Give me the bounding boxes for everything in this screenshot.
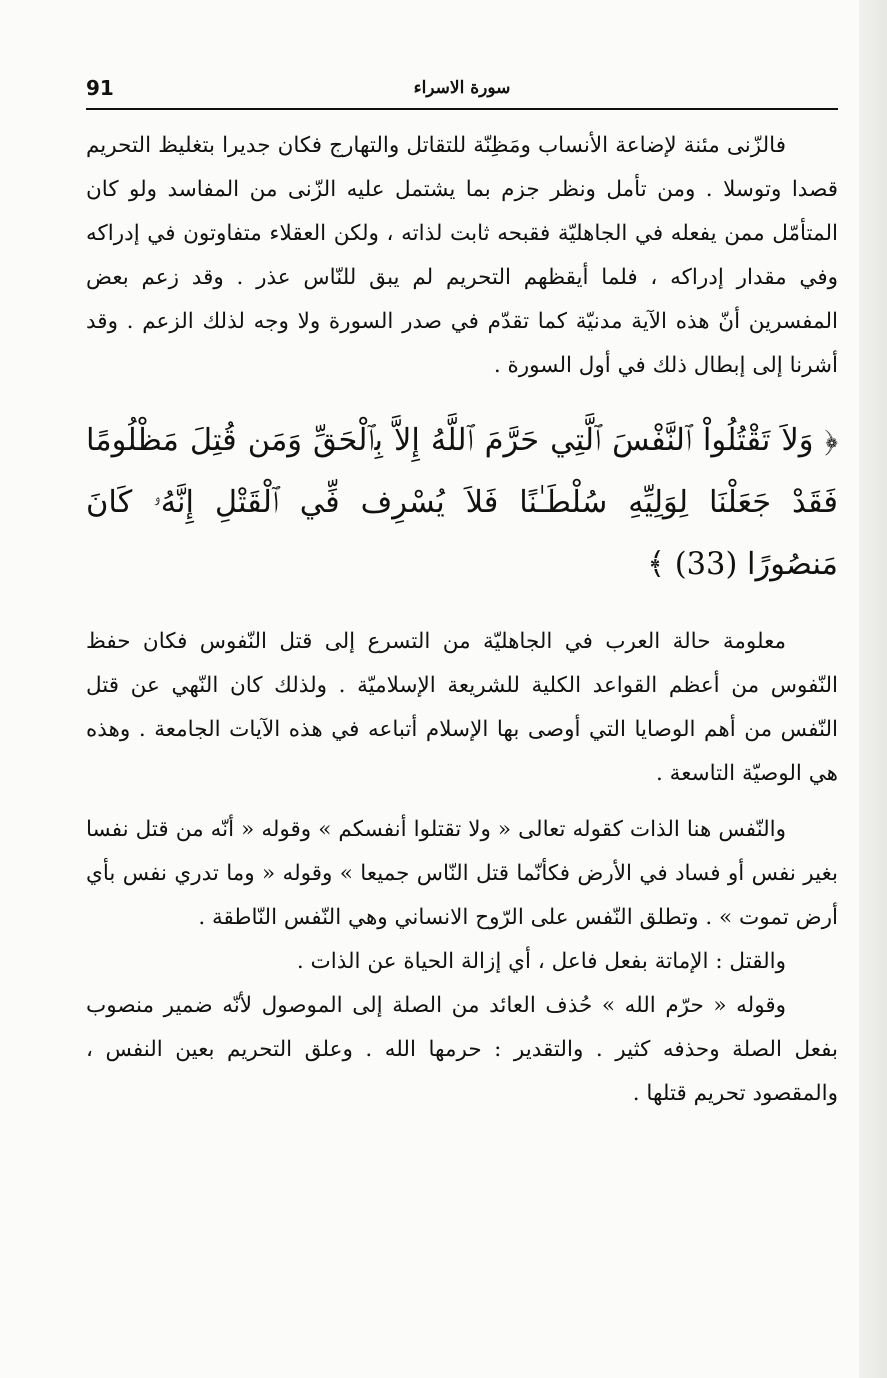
paragraph-2: معلومة حالة العرب في الجاهليّة من التسرع إلى قتل النّفوس فكان حفظ النّفوس من أعظم القواعد الكلية للشريعة الإسلاميّة . ولذلك كان النّهي عن قتل النّفس من أهم الوصايا التي أوصى بها الإسلام أتباعه في هذه الآيات الجامعة . وهذه هي الوصيّة التاسعة .	[86, 629, 838, 786]
paragraph-4: والقتل : الإماتة بفعل فاعل ، أي إزالة الحياة عن الذات .	[296, 949, 786, 974]
page-number: 91	[86, 76, 114, 100]
page-header	[86, 74, 838, 110]
paragraph-5: وقوله « حرّم الله » حُذف العائد من الصلة إلى الموصول لأنّه ضمير منصوب بفعل الصلة وحذفه كثير . والتقدير : حرمها الله . وعلق التحريم بعين النفس ، والمقصود تحريم قتلها .	[86, 993, 838, 1106]
paragraph-1: فالزّنى مئنة لإضاعة الأنساب ومَظِنّة للتقاتل والتهارج فكان جديرا بتغليظ التحريم قصدا وتوسلا . ومن تأمل ونظر جزم بما يشتمل عليه الزّنى من المفاسد ولو كان المتأمّل ممن يفعله في الجاهليّة فقبحه ثابت لذاته ، ولكن العقلاء متفاوتون في إدراكه وفي مقدار إدراكه ، فلما أيقظهم التحريم لم يبق للنّاس عذر . وقد زعم بعض المفسرين أنّ هذه الآية مدنيّة كما تقدّم في صدر السورة ولا وجه لذلك الزعم . وقد أشرنا إلى إبطال ذلك في أول السورة .	[86, 133, 838, 378]
running-title: سورة الاسراء	[413, 78, 511, 98]
page-body	[86, 124, 838, 1116]
paragraph-3: والنّفس هنا الذات كقوله تعالى « ولا تقتلوا أنفسكم » وقوله « أنّه من قتل نفسا بغير نفس أو فساد في الأرض فكأنّما قتل النّاس جميعا » وقوله « وما تدري نفس بأي أرض تموت » . وتطلق النّفس على الرّوح الانساني وهي النّفس النّاطقة .	[86, 817, 838, 930]
page-edge-shadow	[859, 0, 887, 1378]
quran-verse: ﴿ وَلاَ تَقْتُلُواْ ٱلنَّفْسَ ٱلَّتِي حَرَّمَ ٱللَّهُ إِلاَّ بِٱلْحَقِّ وَمَن قُتِلَ مَظْلُومًا فَقَدْ جَعَلْنَا لِوَلِيِّهِ سُلْطَـٰنًا فَلاَ يُسْرِف فِّي ٱلْقَتْلِ إِنَّهُۥ كَانَ مَنصُورًا (33) ﴾	[86, 423, 838, 582]
